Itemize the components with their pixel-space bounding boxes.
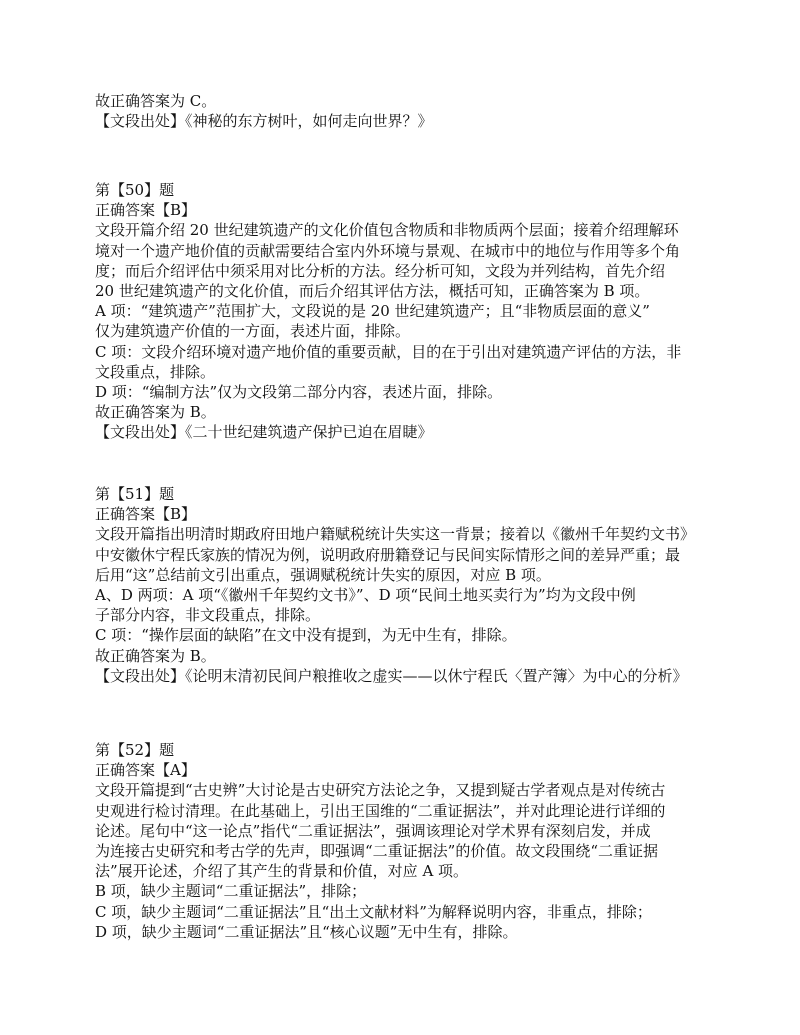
answer-conclusion: 故正确答案为 B。: [95, 646, 216, 665]
answer-block-49-tail: [95, 91, 725, 131]
correct-answer: 正确答案【A】: [95, 761, 196, 780]
option-analysis-d: D 项，缺少主题词“二重证据法”且“核心议题”无中生有，排除。: [95, 922, 518, 941]
question-block-50: [95, 180, 725, 442]
option-analysis-b: B 项，缺少主题词“二重证据法”，排除；: [95, 882, 367, 901]
explanation-line: 文段开篇指出明清时期政府田地户籍赋税统计失实这一背景；接着以《徽州千年契约文书》: [95, 525, 696, 544]
explanation-line: 为连接古史研究和考古学的先声，即强调“二重证据法”的价值。故文段围绕“二重证据: [95, 841, 659, 860]
option-analysis-c: C 项，缺少主题词“二重证据法”且“出土文献材料”为解释说明内容，非重点，排除；: [95, 902, 652, 921]
explanation-line: 度；而后介绍评估中须采用对比分析的方法。经分析可知，文段为并列结构，首先介绍: [95, 261, 666, 280]
answer-conclusion: 故正确答案为 C。: [95, 92, 217, 110]
explanation-line: 史观进行检讨清理。在此基础上，引出王国维的“二重证据法”，并对此理论进行详细的: [95, 801, 666, 820]
option-analysis-c: C 项：“操作层面的缺陷”在文中没有提到，为无中生有，排除。: [95, 626, 517, 645]
question-number: 第【50】题: [95, 181, 175, 199]
question-number: 第【52】题: [95, 741, 175, 759]
source-line: 【文段出处】《论明末清初民间户粮推收之虚实——以休宁程氏〈置产簿〉为中心的分析》: [95, 666, 688, 685]
option-analysis-a: 仅为建筑遗产价值的一方面，表述片面，排除。: [95, 322, 411, 341]
explanation-line: 论述。尾句中“这一论点”指代“二重证据法”，强调该理论对学术界有深刻启发，并成: [95, 821, 651, 840]
source-line: 【文段出处】《神秘的东方树叶，如何走向世界？》: [95, 112, 433, 131]
option-analysis-ad: 子部分内容，非文段重点，排除。: [95, 606, 321, 625]
option-analysis-ad: A、D 两项：A 项“《徽州千年契约文书》”、D 项“民间土地买卖行为”均为文段中例: [95, 585, 636, 604]
explanation-line: 境对一个遗产地价值的贡献需要结合室内外环境与景观、在城市中的地位与作用等多个角: [95, 241, 681, 260]
question-block-51: [95, 484, 725, 686]
option-analysis-a: A 项：“建筑遗产”范围扩大，文段说的是 20 世纪建筑遗产；且“非物质层面的意义”: [95, 302, 650, 321]
explanation-line: 文段开篇提到“古史辨”大讨论是古史研究方法论之争，又提到疑古学者观点是对传统古: [95, 781, 666, 800]
option-analysis-d: D 项：“编制方法”仅为文段第二部分内容，表述片面，排除。: [95, 382, 503, 401]
explanation-line: 文段开篇介绍 20 世纪建筑遗产的文化价值包含物质和非物质两个层面；接着介绍理解环: [95, 221, 679, 240]
answer-conclusion: 故正确答案为 B。: [95, 403, 216, 422]
option-analysis-c: C 项：文段介绍环境对遗产地价值的重要贡献，目的在于引出对建筑遗产评估的方法，非: [95, 342, 682, 361]
correct-answer: 正确答案【B】: [95, 505, 197, 524]
source-line: 【文段出处】《二十世纪建筑遗产保护已迫在眉睫》: [95, 423, 433, 442]
question-block-52: [95, 740, 725, 942]
explanation-line: 后用“这”总结前文引出重点，强调赋税统计失实的原因，对应 B 项。: [95, 565, 551, 584]
correct-answer: 正确答案【B】: [95, 201, 197, 220]
question-number: 第【51】题: [95, 485, 175, 503]
explanation-line: 20 世纪建筑遗产的文化价值，而后介绍其评估方法，概括可知，正确答案为 B 项。: [95, 281, 650, 300]
explanation-line: 中安徽休宁程氏家族的情况为例，说明政府册籍登记与民间实际情形之间的差异严重；最: [95, 545, 681, 564]
explanation-line: 法”展开论述，介绍了其产生的背景和价值，对应 A 项。: [95, 862, 469, 881]
option-analysis-c: 文段重点，排除。: [95, 362, 216, 381]
